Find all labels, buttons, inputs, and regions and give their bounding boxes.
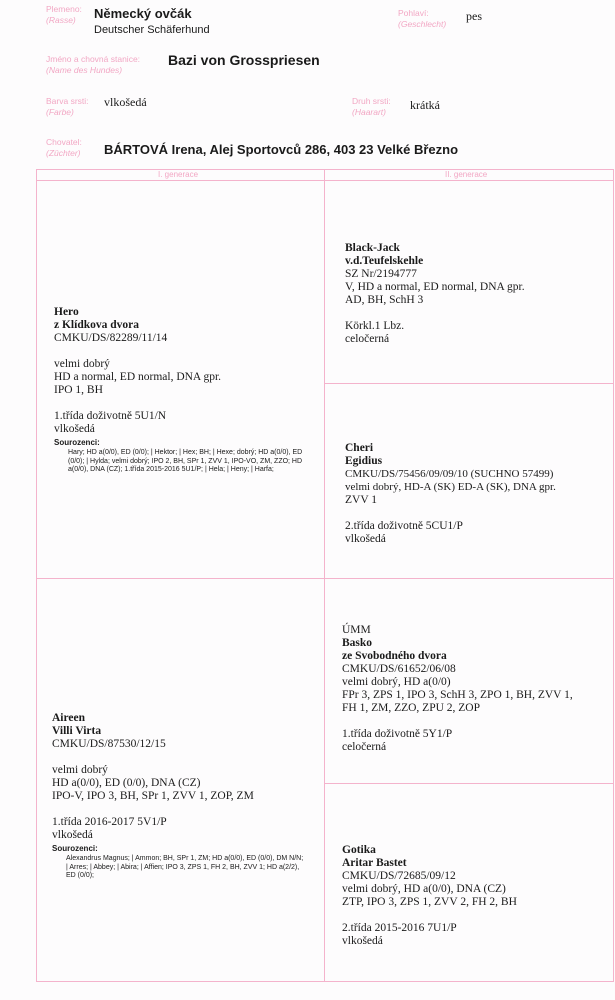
dam-sire-exams-2: FH 1, ZM, ZZO, ZPU 2, ZOP [342, 702, 481, 714]
breed-label: Plemeno: (Rasse) [46, 4, 82, 25]
sire-color: vlkošedá [54, 423, 95, 435]
sire-siblings: Hary; HD a(0/0), ED (0/0); | Hektor; | Hex; BH; | Hexe; dobrý; HD a(0/0), ED (0/0); | Hylda; velmi dobrý; IPO 2, BH, SPr 1, ZVV 1, IPO-VO, ZM, ZZO; HD a(0/0), DNA (CZ); 1.třída 2015-2016 5U1/P; | Hela; | Heny; | Harfa; [68, 449, 303, 474]
dam-entry [52, 712, 320, 881]
coat-value: krátká [410, 98, 440, 112]
sex-label: Pohlaví: (Geschlecht) [398, 8, 447, 29]
sire-dam-class: 2.třída doživotně 5CU1/P [345, 520, 463, 532]
coat-label: Druh srsti: (Haarart) [352, 96, 391, 117]
sire-dam-color: vlkošedá [345, 533, 386, 545]
sire-dam-exams: ZVV 1 [345, 494, 378, 506]
dam-kennel: Villi Virta [52, 725, 102, 737]
dam-dam-color: vlkošedá [342, 935, 383, 947]
sire-siblings-label: Sourozenci: [54, 438, 100, 447]
sire-dam-reg: CMKU/DS/75456/09/09/10 (SUCHNO 57499) [345, 468, 554, 480]
breed-value: Německý ovčák [94, 6, 192, 21]
sire-dam-health: velmi dobrý, HD-A (SK) ED-A (SK), DNA gpr. [345, 481, 556, 493]
dam-dam-exams: ZTP, IPO 3, ZPS 1, ZVV 2, FH 2, BH [342, 896, 517, 908]
grid-line-mid [36, 578, 614, 579]
dam-exams: IPO-V, IPO 3, BH, SPr 1, ZVV 1, ZOP, ZM [52, 790, 254, 802]
dam-name: Aireen [52, 712, 86, 724]
sire-sire-entry [345, 242, 607, 346]
dam-dam-kennel: Aritar Bastet [342, 857, 407, 869]
dam-sire-reg: CMKU/DS/61652/06/08 [342, 663, 456, 675]
dam-color: vlkošedá [52, 829, 93, 841]
sire-breeding-class: 1.třída doživotně 5U1/N [54, 410, 167, 422]
sire-kennel: z Klídkova dvora [54, 319, 139, 331]
sire-name: Hero [54, 306, 79, 318]
dam-siblings: Alexandrus Magnus; | Ammon; BH, SPr 1, ZM; HD a(0/0), ED (0/0), DM N/N; | Arres; | Abbey; | Abira; | Affien; IPO 3, ZPS 1, FH 2, BH, ZVV 1; HD a(2/2), ED (0/0); [66, 855, 304, 880]
grid-line-q1 [324, 383, 614, 384]
sire-sire-exams: AD, BH, SchH 3 [345, 294, 424, 306]
sire-exams: IPO 1, BH [54, 384, 103, 396]
sire-dam-name: Cheri [345, 442, 374, 454]
dam-dam-class: 2.třída 2015-2016 7U1/P [342, 922, 457, 934]
sire-sire-color: celočerná [345, 333, 390, 345]
dog-name: Bazi von Grosspriesen [168, 52, 320, 68]
dam-breeding-class: 1.třída 2016-2017 5V1/P [52, 816, 167, 828]
dam-sire-exams: FPr 3, ZPS 1, IPO 3, SchH 3, ZPO 1, BH, ZVV 1, [342, 689, 573, 701]
color-label: Barva srsti: (Farbe) [46, 96, 89, 117]
sire-sire-reg: SZ Nr/2194777 [345, 268, 417, 280]
sire-sire-class: Körkl.1 Lbz. [345, 320, 405, 332]
dam-reg: CMKU/DS/87530/12/15 [52, 738, 166, 750]
grid-line-top [36, 169, 614, 170]
sire-entry [54, 306, 319, 475]
dam-sire-color: celočerná [342, 741, 387, 753]
dam-dam-reg: CMKU/DS/72685/09/12 [342, 870, 456, 882]
dam-dam-health: velmi dobrý, HD a(0/0), DNA (CZ) [342, 883, 506, 895]
grid-line-q3 [324, 783, 614, 784]
color-value: vlkošedá [104, 95, 147, 109]
dam-dam-name: Gotika [342, 844, 376, 856]
grid-line-left [36, 169, 37, 982]
breed-value-de: Deutscher Schäferhund [94, 24, 210, 36]
grid-line-center [324, 169, 325, 982]
dam-sire-class: 1.třída doživotně 5Y1/P [342, 728, 453, 740]
dam-sire-health: velmi dobrý, HD a(0/0) [342, 676, 451, 688]
name-label: Jméno a chovná stanice: (Name des Hundes) [46, 54, 141, 75]
sire-dam-entry [345, 442, 607, 546]
dam-sire-title: ÚMM [342, 624, 371, 636]
sire-grade: velmi dobrý [54, 358, 110, 370]
first-generation-label: I. generace [158, 170, 199, 179]
grid-line-bottom [36, 981, 614, 982]
grid-line-right [613, 169, 614, 982]
breeder-label: Chovatel: (Züchter) [46, 137, 82, 158]
second-generation-label: II. generace [445, 170, 488, 179]
dam-health: HD a(0/0), ED (0/0), DNA (CZ) [52, 777, 201, 789]
dam-sire-entry [342, 624, 608, 754]
dam-dam-entry [342, 844, 608, 948]
sex-value: pes [466, 9, 482, 23]
breeder-value: BÁRTOVÁ Irena, Alej Sportovců 286, 403 23 Velké Březno [104, 142, 459, 157]
dam-grade: velmi dobrý [52, 764, 108, 776]
sire-dam-kennel: Egidius [345, 455, 383, 467]
grid-line-gen [36, 180, 614, 181]
dam-sire-name: Basko [342, 637, 373, 649]
sire-sire-health: V, HD a normal, ED normal, DNA gpr. [345, 281, 525, 293]
dam-siblings-label: Sourozenci: [52, 844, 98, 853]
sire-sire-kennel: v.d.Teufelskehle [345, 255, 424, 267]
sire-sire-name: Black-Jack [345, 242, 400, 254]
sire-health: HD a normal, ED normal, DNA gpr. [54, 371, 222, 383]
dam-sire-kennel: ze Svobodného dvora [342, 650, 447, 662]
sire-reg: CMKU/DS/82289/11/14 [54, 332, 168, 344]
